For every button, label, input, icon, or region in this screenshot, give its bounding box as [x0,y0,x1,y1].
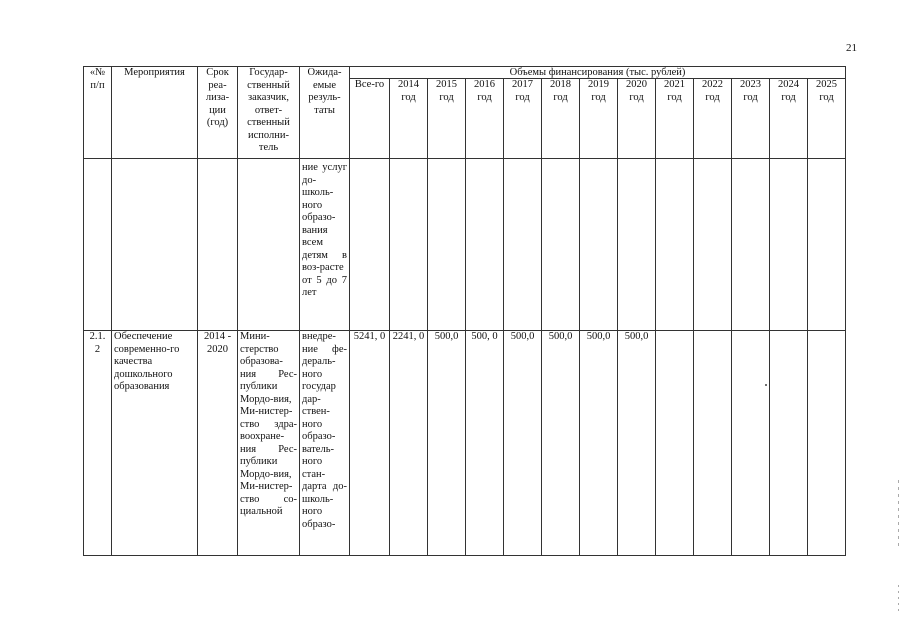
row-num [84,159,112,331]
funding-table [83,66,846,556]
row-value [390,159,428,331]
header-funding-group: Объемы финансирования (тыс. рублей) [350,67,846,79]
row-event [112,159,198,331]
row-customer [238,159,300,331]
header-results: Ожида-емые резуль-таты [300,67,350,159]
header-funding-col: 2015 год [428,79,466,159]
row-value [656,331,694,556]
header-num: «№ п/п [84,67,112,159]
row-value [770,159,808,331]
row-customer: Мини-стерство образова-ния Рес-публики Мордо-вия, Ми-нистер-ство здра-воохране-ния Рес-публики Мордо-вия, Ми-нистер-ство со-циальной [238,331,300,556]
header-funding-col: Все-го [350,79,390,159]
row-term [198,159,238,331]
table-row [84,159,846,331]
row-value [694,159,732,331]
header-funding-col: 2024 год [770,79,808,159]
row-value [542,159,580,331]
row-value: 500,0 [580,331,618,556]
row-value: 500,0 [618,331,656,556]
row-event: Обеспечение современно-го качества дошкольного образования [112,331,198,556]
row-value: 5241, 0 [350,331,390,556]
row-num: 2.1. 2 [84,331,112,556]
row-term: 2014 - 2020 [198,331,238,556]
header-funding-col: 2020 год [618,79,656,159]
row-value [580,159,618,331]
header-funding-col: 2023 год [732,79,770,159]
page-number: 21 [846,42,857,54]
row-value: 500,0 [504,331,542,556]
scan-artifact [898,480,899,550]
row-value [350,159,390,331]
row-value [694,331,732,556]
row-value [504,159,542,331]
header-funding-col: 2022 год [694,79,732,159]
row-value [732,331,770,556]
row-results: ние услуг до-школь-ного образо-вания всем детям в воз-расте от 5 до 7 лет [300,159,350,331]
row-value [808,331,846,556]
header-funding-col: 2016 год [466,79,504,159]
scan-artifact [898,585,899,615]
row-value [428,159,466,331]
row-value [618,159,656,331]
row-value [770,331,808,556]
row-value: 2241, 0 [390,331,428,556]
header-funding-col: 2019 год [580,79,618,159]
header-funding-col: 2021 год [656,79,694,159]
header-funding-col: 2017 год [504,79,542,159]
header-funding-col: 2025 год [808,79,846,159]
row-results: внедре-ние фе-дераль-ного государ дар-ствен-ного образо-ватель-ного стан-дарта до-школь-ного образо- [300,331,350,556]
row-value [732,159,770,331]
row-value [656,159,694,331]
scan-dot [765,384,767,386]
header-customer: Государ-ственный заказчик, ответ-ственный исполни-тель [238,67,300,159]
row-value: 500,0 [542,331,580,556]
header-term: Срок реа-лиза-ции (год) [198,67,238,159]
row-value [808,159,846,331]
header-funding-col: 2018 год [542,79,580,159]
row-value: 500, 0 [466,331,504,556]
row-value: 500,0 [428,331,466,556]
header-funding-col: 2014 год [390,79,428,159]
table-row [84,331,846,556]
header-event: Мероприятия [112,67,198,159]
row-value [466,159,504,331]
